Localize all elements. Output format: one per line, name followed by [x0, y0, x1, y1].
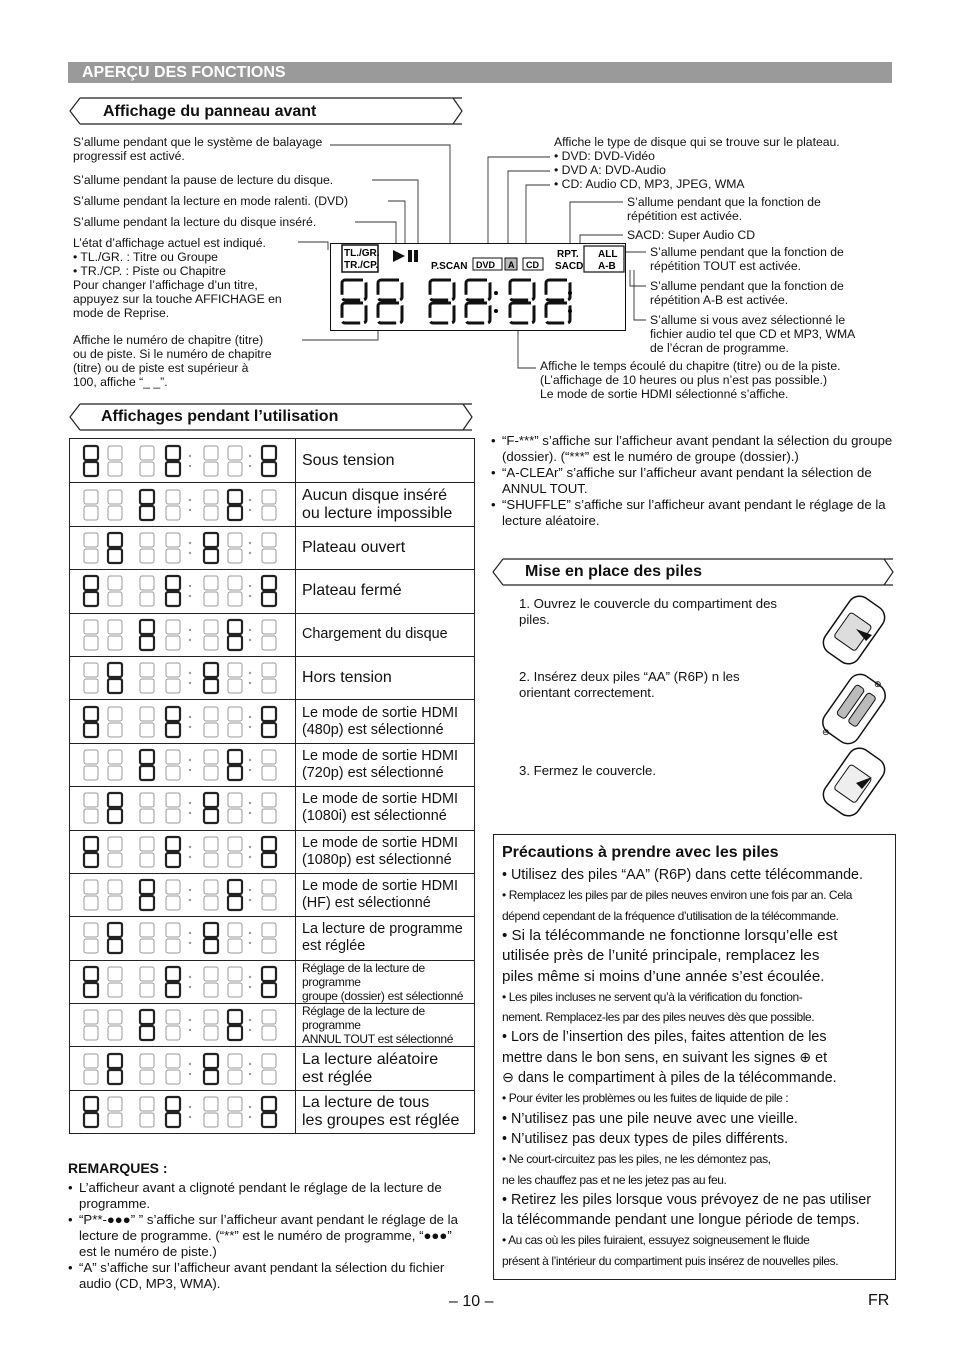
precaution-line: nement. Remplacez-les par des piles neuves dès que possible.: [502, 1010, 815, 1025]
front-panel-lcd: [330, 243, 626, 331]
usage-row: [70, 873, 474, 916]
annotation-slow: S’allume pendant la lecture en mode ralenti. (DVD): [73, 194, 349, 208]
segment-display: [70, 744, 296, 786]
lcd-tr-cp: TR./CP.: [344, 260, 379, 271]
segment-display: [70, 1047, 296, 1089]
precaution-line: dépend cependant de la fréquence d’utilisation de la télécommande.: [502, 908, 839, 923]
lcd-all: ALL: [598, 249, 618, 260]
usage-row: [70, 960, 474, 1003]
usage-row-label: Le mode de sortie HDMI (1080i) est sélectionné: [302, 791, 458, 825]
annotation-sacd: SACD: Super Audio CD: [627, 228, 756, 242]
seven-segment-icon: [78, 573, 288, 609]
lcd-tl-gr: TL./GR.: [344, 248, 380, 259]
annotation-pscan: S’allume pendant que le système de balayage progressif est activé.: [73, 135, 323, 163]
svg-text:⊖: ⊖: [822, 728, 830, 738]
usage-row: [70, 569, 474, 612]
precautions-title: Précautions à prendre avec les piles: [502, 844, 779, 861]
precaution-line: • Pour éviter les problèmes ou les fuites de liquide de pile :: [502, 1091, 789, 1106]
page-number: – 10 –: [449, 1293, 494, 1310]
lcd-rpt: RPT.: [557, 249, 579, 260]
display-notes-list: [491, 433, 893, 529]
usage-row: [70, 482, 474, 525]
seven-segment-icon: [78, 660, 288, 696]
note-item: • “F-***” s’affiche sur l’afficheur avant pendant la sélection du groupe (dossier). (“***” est le numéro de groupe (dossier).): [491, 433, 893, 465]
precaution-line: ⊖ dans le compartiment à piles de la télécommande.: [502, 1070, 837, 1086]
remote-close-cover-illustration: [816, 747, 892, 817]
note-item: • “A-CLEAr” s’affiche sur l’afficheur avant pendant la sélection de ANNUL TOUT.: [491, 465, 893, 497]
usage-row: [70, 526, 474, 569]
seven-segment-icon: [78, 1051, 288, 1087]
section-header-title: APERÇU DES FONCTIONS: [82, 64, 286, 81]
usage-row-label: Le mode de sortie HDMI (720p) est sélectionné: [302, 747, 458, 781]
seven-segment-icon: [78, 487, 288, 523]
precaution-line: • Ne court-circuitez pas les piles, ne les démontez pas,: [502, 1152, 771, 1167]
precaution-line: • Retirez les piles lorsque vous prévoyez de ne pas utiliser: [502, 1191, 871, 1208]
seven-segment-icon: [78, 1007, 288, 1043]
precaution-line: • Remplacez les piles par de piles neuves environ une fois par an. Cela: [502, 888, 853, 903]
precaution-line: • N’utilisez pas une pile neuve avec une vieille.: [502, 1110, 798, 1127]
seven-segment-icon: [78, 617, 288, 653]
precaution-line: • Au cas où les piles fuiraient, essuyez soigneusement le fluide: [502, 1233, 810, 1248]
annotation-chapter: Affiche le numéro de chapitre (titre) ou de piste. Si le numéro de chapitre (titre) ou de piste est supérieur à 100, affiche “_ _”.: [73, 333, 272, 389]
seven-segment-icon: [78, 790, 288, 826]
segment-display: [70, 527, 296, 569]
battery-title: Mise en place des piles: [525, 563, 702, 580]
segment-display: [70, 614, 296, 656]
lcd-cd: CD: [526, 260, 539, 270]
usage-row-label: Le mode de sortie HDMI (1080p) est sélectionné: [302, 834, 458, 868]
annotation-disc-type: Affiche le type de disque qui se trouve sur le plateau. • DVD: DVD-Vidéo • DVD A: DVD-Audio • CD: Audio CD, MP3, JPEG, WMA: [554, 135, 840, 191]
annotation-elapsed-time: Affiche le temps écoulé du chapitre (titre) ou de la piste. (L’affichage de 10 heures ou plus n’est pas possible.) Le mode de sortie HDMI sélectionné s’affiche.: [540, 359, 841, 401]
lcd-ab: A-B: [598, 261, 616, 272]
lcd-sacd: SACD: [555, 261, 584, 272]
usage-row: [70, 830, 474, 873]
precaution-line: • N’utilisez pas deux types de piles différents.: [502, 1130, 789, 1147]
usage-row-label: Chargement du disque: [302, 626, 448, 643]
segment-display: [70, 831, 296, 873]
usage-row: [70, 1003, 474, 1046]
precaution-line: présent à l’intérieur du compartiment puis insérez de nouvelles piles.: [502, 1253, 839, 1268]
remarks-title: REMARQUES :: [68, 1160, 168, 1176]
segment-display: [70, 700, 296, 742]
remark-item: • “P**-●●●” ” s’affiche sur l’afficheur avant pendant le réglage de la lecture de programme. (“**” est le numéro de programme, “●●●” est le numéro de piste.): [68, 1212, 470, 1260]
usage-row: [70, 613, 474, 656]
usage-row: [70, 439, 474, 482]
usage-display-table: [69, 438, 475, 1134]
annotation-pause: S’allume pendant la pause de lecture du disque.: [73, 173, 334, 187]
battery-step-3: 3. Fermez le couvercle.: [519, 763, 657, 778]
seven-segment-icon: [78, 747, 288, 783]
battery-step-1: 1. Ouvrez le couvercle du compartiment des piles.: [519, 596, 778, 627]
battery-step-2: 2. Insérez deux piles “AA” (R6P) n les orientant correctement.: [519, 669, 740, 700]
precaution-line: mettre dans le bon sens, en suivant les signes ⊕ et: [502, 1049, 828, 1066]
usage-row-label: Sous tension: [302, 451, 395, 469]
precaution-line: utilisée près de l’unité principale, remplacez les: [502, 947, 820, 965]
precaution-line: la télécommande pendant une longue période de temps.: [502, 1212, 860, 1229]
annotation-repeat: S’allume pendant que la fonction de répétition est activée.: [627, 195, 821, 223]
remote-open-cover-illustration: [816, 595, 892, 665]
remote-insert-batteries-illustration: [816, 673, 892, 745]
leader-lines: [0, 0, 954, 420]
pause-icon: [408, 250, 412, 262]
svg-text:⊕: ⊕: [874, 680, 882, 690]
segment-display: [70, 570, 296, 612]
segment-display: [70, 917, 296, 959]
note-item: • “SHUFFLE” s’affiche sur l’afficheur avant pendant le réglage de la lecture aléatoire.: [491, 497, 893, 529]
usage-row-label: Le mode de sortie HDMI (480p) est sélectionné: [302, 704, 458, 738]
precaution-line: • Les piles incluses ne servent qu’à la vérification du fonction-: [502, 989, 803, 1004]
seven-segment-icon: [78, 877, 288, 913]
usage-row-label: Réglage de la lecture de programme groupe (dossier) est sélectionné: [302, 960, 464, 1003]
annotation-play: S’allume pendant la lecture du disque inséré.: [73, 215, 317, 229]
segment-display: [70, 657, 296, 699]
usage-row: [70, 1090, 474, 1133]
remark-item: • “A” s’affiche sur l’afficheur avant pendant la sélection du fichier audio (CD, MP3, WMA).: [68, 1260, 470, 1292]
segment-display: [70, 874, 296, 916]
lcd-pscan: P.SCAN: [431, 261, 468, 272]
lcd-a: A: [508, 260, 515, 270]
usage-row-label: Hors tension: [302, 669, 392, 687]
usage-row-label: Réglage de la lecture de programme ANNUL TOUT est sélectionné: [302, 1004, 454, 1047]
segment-display: [70, 483, 296, 525]
remark-item: • L’afficheur avant a clignoté pendant le réglage de la lecture de programme.: [68, 1180, 470, 1212]
seven-segment-icon: [78, 443, 288, 479]
language-code: FR: [868, 1292, 890, 1309]
precaution-line: • Utilisez des piles “AA” (R6P) dans cette télécommande.: [502, 867, 863, 883]
seven-segment-icon: [78, 964, 288, 1000]
usage-row-label: Le mode de sortie HDMI (HF) est sélectionné: [302, 878, 458, 912]
precaution-line: piles même si moins d’une année s’est écoulée.: [502, 967, 825, 985]
usage-title: Affichages pendant l’utilisation: [101, 408, 339, 425]
segment-display: [70, 439, 296, 482]
seven-segment-icon: [78, 834, 288, 870]
usage-row: [70, 916, 474, 959]
annotation-display-state: L’état d’affichage actuel est indiqué. • TL./GR. : Titre ou Groupe • TR./CP. : Piste ou Chapitre Pour changer l’affichage d’un titre, appuyez sur la touche AFFICHAGE en mode de Reprise.: [73, 236, 282, 320]
usage-row-label: Aucun disque inséré ou lecture impossible: [302, 486, 453, 522]
precaution-line: • Si la télécommande ne fonctionne lorsqu’elle est: [502, 926, 838, 944]
usage-row: [70, 743, 474, 786]
segment-display: [70, 1091, 296, 1133]
usage-row: [70, 656, 474, 699]
seven-segment-icon: [78, 704, 288, 740]
precaution-line: • Lors de l’insertion des piles, faites attention de les: [502, 1029, 827, 1046]
usage-row-label: Plateau ouvert: [302, 538, 406, 556]
seven-segment-icon: [78, 530, 288, 566]
usage-row: [70, 699, 474, 742]
precautions-box: [493, 834, 896, 1280]
seven-segment-icon: [78, 920, 288, 956]
usage-row-label: Plateau fermé: [302, 582, 402, 600]
annotation-audio-file: S’allume si vous avez sélectionné le fichier audio tel que CD et MP3, WMA de l’écran de programme.: [650, 313, 856, 355]
usage-row: [70, 1046, 474, 1089]
usage-row: [70, 786, 474, 829]
segment-display: [70, 787, 296, 829]
annotation-repeat-ab: S’allume pendant que la fonction de répétition A-B est activée.: [650, 279, 844, 307]
lcd-dvd: DVD: [476, 260, 496, 270]
front-panel-title: Affichage du panneau avant: [103, 103, 317, 120]
segment-display: [70, 1004, 296, 1046]
usage-row-label: La lecture de programme est réglée: [302, 921, 463, 955]
seven-segment-icon: [78, 1094, 288, 1130]
annotation-repeat-all: S’allume pendant que la fonction de répétition TOUT est activée.: [650, 245, 844, 273]
segment-display: [70, 961, 296, 1003]
remarks-list: [68, 1180, 470, 1292]
usage-row-label: La lecture aléatoire est réglée: [302, 1050, 439, 1086]
precaution-line: ne les chauffez pas et ne les jetez pas au feu.: [502, 1172, 727, 1187]
usage-row-label: La lecture de tous les groupes est réglée: [302, 1094, 460, 1130]
